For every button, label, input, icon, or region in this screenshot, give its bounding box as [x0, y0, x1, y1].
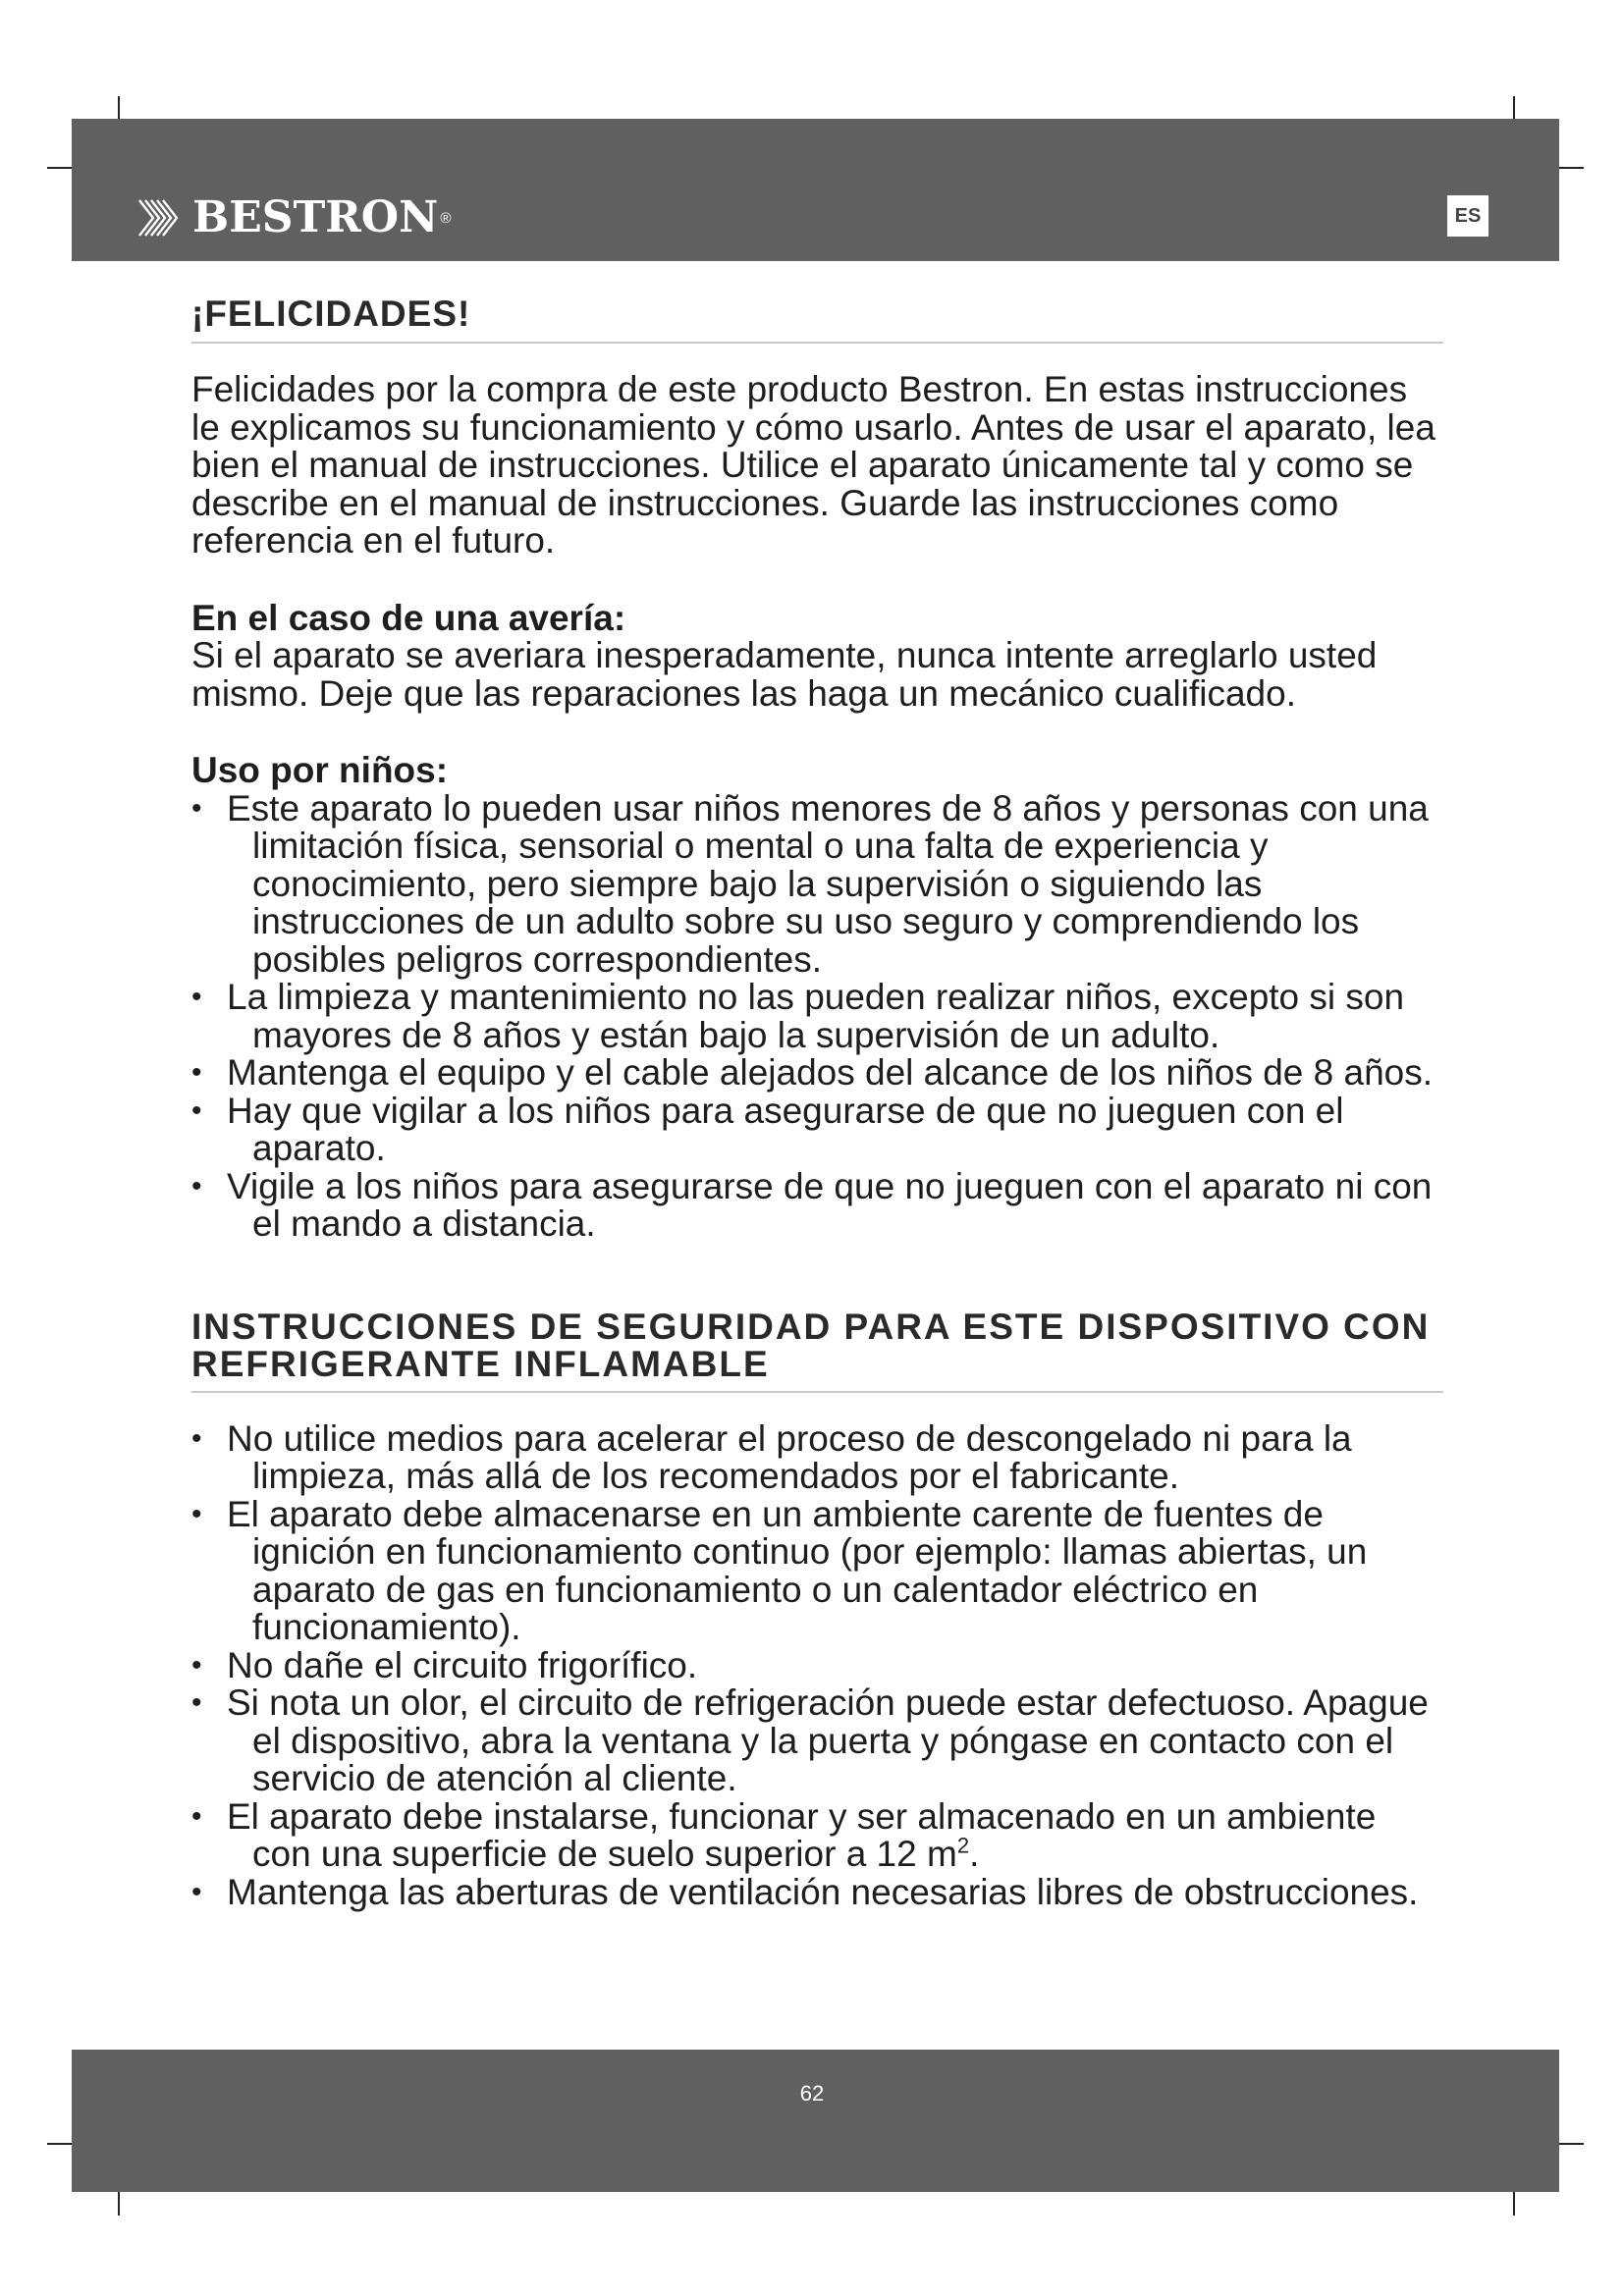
list-item: • Si nota un olor, el circuito de refrigeración puede estar defectuoso. Apague el dispositivo, abra la ventana y la puerta y póngase en contacto con el servicio de atención al cliente.: [191, 1684, 1443, 1798]
page-content: [191, 293, 1443, 1911]
list-item: • No dañe el circuito frigorífico.: [191, 1647, 1443, 1685]
registered-mark: ®: [440, 209, 452, 227]
safety-title: INSTRUCCIONES DE SEGURIDAD PARA ESTE DISPOSITIVO CON REFRIGERANTE INFLAMABLE: [191, 1306, 1431, 1384]
list-item: • Mantenga el equipo y el cable alejados del alcance de los niños de 8 años.: [191, 1054, 1443, 1093]
list-item: [191, 1795, 1443, 1874]
failure-paragraph: Si el aparato se averiara inesperadamente, nunca intente arreglarlo usted mismo. Deje que las reparaciones las haga un mecánico cualificado.: [191, 635, 1378, 714]
title-divider: [191, 342, 1443, 344]
children-list: [191, 787, 1443, 1244]
safety-list: [191, 1417, 1443, 1912]
list-item-text: El aparato debe instalarse, funcionar y ser almacenado en un ambiente con una superficie de suelo superior a 12 m: [227, 1795, 1377, 1874]
page-number: 62: [799, 2081, 825, 2106]
list-item: • Este aparato lo pueden usar niños menores de 8 años y personas con una limitación física, sensorial o mental o una falta de experiencia y conocimiento, pero siempre bajo la supervisión o siguiendo las instrucciones de un adulto sobre su uso seguro y comprendiendo los posibles peligros correspondientes.: [191, 790, 1443, 980]
superscript: 2: [956, 1833, 970, 1858]
footer-bar: [72, 2050, 1559, 2192]
list-item-end: .: [969, 1834, 980, 1874]
list-item: • La limpieza y mantenimiento no las pueden realizar niños, excepto si son mayores de 8 años y están bajo la supervisión de un adulto.: [191, 979, 1443, 1054]
list-item: • No utilice medios para acelerar el proceso de descongelado ni para la limpieza, más allá de los recomendados por el fabricante.: [191, 1420, 1443, 1496]
language-badge: ES: [1447, 195, 1489, 237]
list-item: • Mantenga las aberturas de ventilación necesarias libres de obstrucciones.: [191, 1874, 1443, 1912]
list-item: • Hay que vigilar a los niños para asegurarse de que no jueguen con el aparato.: [191, 1093, 1443, 1168]
failure-heading: En el caso de una avería:: [191, 597, 626, 638]
title-divider: [191, 1391, 1443, 1393]
list-item: • El aparato debe almacenarse en un ambiente carente de fuentes de ignición en funcionamiento continuo (por ejemplo: llamas abiertas, un aparato de gas en funcionamiento o un calentador eléctrico en funcionamiento).: [191, 1496, 1443, 1647]
congrats-paragraph: Felicidades por la compra de este producto Bestron. En estas instrucciones le explicamos su funcionamiento y cómo usarlo. Antes de usar el aparato, lea bien el manual de instrucciones. Utilice el aparato únicamente tal y como se describe en el manual de instrucciones. Guarde las instrucciones como referencia en el futuro.: [191, 369, 1435, 561]
children-heading: Uso por niños:: [191, 750, 449, 790]
list-item: • Vigile a los niños para asegurarse de que no jueguen con el aparato ni con el mando a distancia.: [191, 1168, 1443, 1244]
congrats-title: ¡FELICIDADES!: [191, 294, 471, 334]
logo-chevron-icon: [137, 196, 183, 240]
brand-logo: [137, 190, 451, 245]
brand-name: BESTRON: [192, 192, 439, 242]
